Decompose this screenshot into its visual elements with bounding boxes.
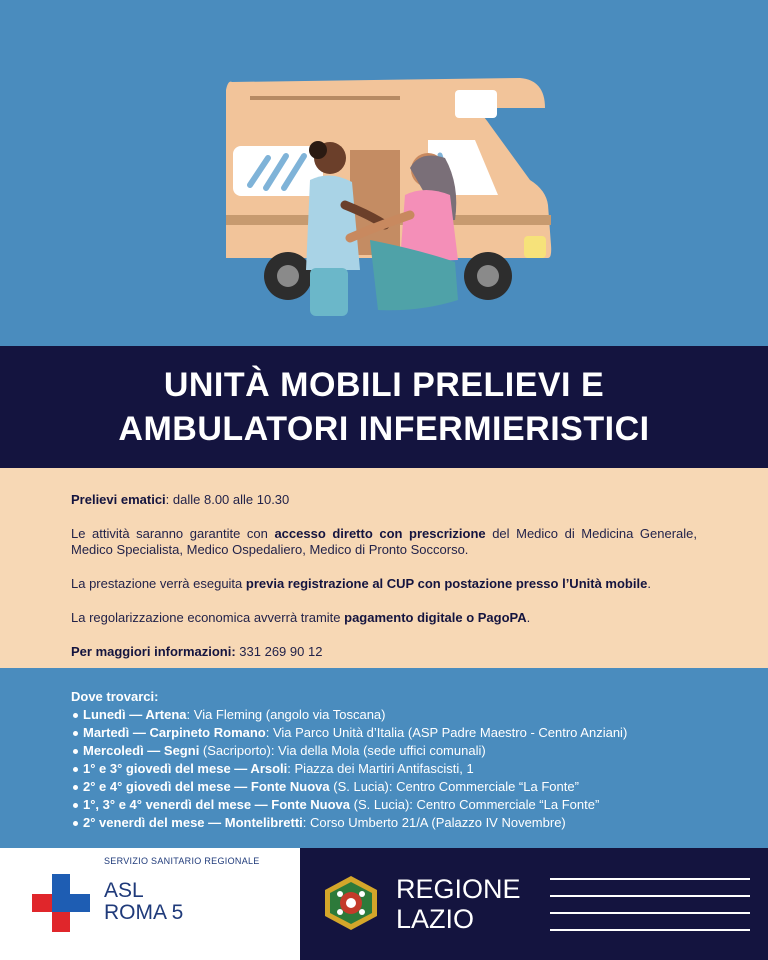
info-contact: [71, 644, 697, 660]
regione-footer: [300, 848, 768, 960]
regione-line-1: REGIONE: [396, 874, 521, 904]
location-address: : Piazza dei Martiri Antifascisti, 1: [287, 761, 474, 776]
locations-list: [71, 706, 697, 832]
location-day: 2° venerdì del mese — Montelibretti: [83, 815, 303, 830]
registration-text-a: La prestazione verrà eseguita: [71, 576, 246, 591]
location-day: Martedì — Carpineto Romano: [83, 725, 266, 740]
location-day: 1°, 3° e 4° venerdì del mese — Fonte Nuova: [83, 797, 351, 812]
info-access: [71, 526, 697, 558]
cross-icon: [32, 874, 90, 932]
headlight: [524, 236, 546, 258]
location-address: : Via Parco Unità d’Italia (ASP Padre Maestro - Centro Anziani): [265, 725, 628, 740]
asl-line-2: ROMA 5: [104, 901, 184, 924]
list-item: [71, 742, 697, 760]
registration-bold: previa registrazione al CUP con postazione presso l’Unità mobile: [245, 576, 648, 591]
hours-label: Prelievi ematici: [71, 492, 166, 507]
regione-logo-text: [396, 874, 521, 934]
hours-value: : dalle 8.00 alle 10.30: [165, 492, 290, 507]
location-address: (Sacriporto): Via della Mola (sede uffici comunali): [199, 743, 486, 758]
list-item: [71, 760, 697, 778]
location-address: : Corso Umberto 21/A (Palazzo IV Novembre): [302, 815, 566, 830]
list-item: [71, 814, 697, 832]
hero-section: [0, 0, 768, 346]
camper-skylight: [455, 90, 497, 118]
location-address: (S. Lucia): Centro Commerciale “La Fonte”: [329, 779, 579, 794]
ssr-label: SERVIZIO SANITARIO REGIONALE: [104, 856, 260, 866]
registration-text-b: .: [647, 576, 651, 591]
asl-logo-text: [104, 880, 183, 924]
info-hours: [71, 492, 697, 508]
asl-footer: [0, 848, 300, 960]
info-registration: [71, 576, 697, 592]
decorative-stripes: [550, 878, 750, 946]
locations-section: [0, 668, 768, 848]
title-line-2: AMBULATORI INFERMIERISTICI: [118, 410, 650, 448]
location-day: 1° e 3° giovedì del mese — Arsoli: [83, 761, 288, 776]
list-item: [71, 724, 697, 742]
regione-line-2: LAZIO: [396, 904, 475, 934]
contact-label: Per maggiori informazioni:: [71, 644, 236, 659]
payment-bold: pagamento digitale o PagoPA: [344, 610, 527, 625]
location-address: (S. Lucia): Centro Commerciale “La Fonte”: [350, 797, 600, 812]
access-bold: accesso diretto con prescrizione: [274, 526, 486, 541]
asl-line-1: ASL: [104, 879, 144, 902]
regional-emblem-icon: [322, 874, 380, 932]
camper-nurse-illustration: [0, 0, 768, 346]
payment-text-a: La regolarizzazione economica avverrà tramite: [71, 610, 345, 625]
access-text-b: del Medico di Medicina Generale, Medico Specialista, Medico Ospedaliero, Medico di Pronto Soccorso.: [71, 526, 697, 557]
location-day: Lunedì — Artena: [83, 707, 187, 722]
location-day: 2° e 4° giovedì del mese — Fonte Nuova: [83, 779, 330, 794]
info-section: [0, 468, 768, 668]
info-payment: [71, 610, 697, 626]
payment-text-b: .: [526, 610, 531, 625]
location-day: Mercoledì — Segni: [83, 743, 200, 758]
page-title: [118, 363, 649, 451]
list-item: [71, 796, 697, 814]
title-banner: [0, 346, 768, 468]
list-item: [71, 706, 697, 724]
contact-phone: 331 269 90 12: [235, 644, 323, 659]
locations-heading: Dove trovarci:: [71, 689, 159, 704]
location-address: : Via Fleming (angolo via Toscana): [186, 707, 386, 722]
access-text-a: Le attività saranno garantite con: [71, 526, 275, 541]
list-item: [71, 778, 697, 796]
title-line-1: UNITÀ MOBILI PRELIEVI E: [163, 366, 605, 404]
